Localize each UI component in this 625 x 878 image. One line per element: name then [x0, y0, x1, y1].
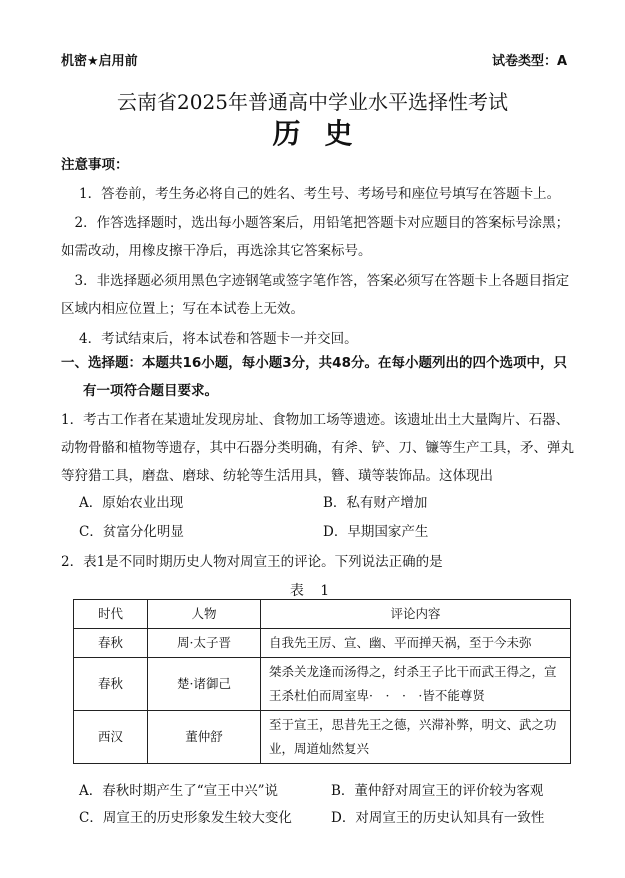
notice-item-4: 4．考试结束后，将本试卷和答题卡一并交回。 — [79, 331, 358, 347]
header-comment: 评论内容 — [261, 600, 571, 629]
confidential-label: 机密★启用前 — [61, 54, 138, 69]
cell-era: 春秋 — [74, 658, 148, 711]
question-1-text: 1．考古工作者在某遗址发现房址、食物加工场等遗迹。该遗址出土大量陶片、石器、动物骨骼和植物等遗存，其中石器分类明确，有斧、铲、刀、镰等生产工具，矛、弹丸等狩猎工具，磨盘、磨球、纺轮等生活用具，簪、璜等装饰品。这体现出 — [61, 412, 574, 484]
table-caption: 表 1 — [289, 583, 336, 599]
table-header-row — [74, 600, 571, 629]
header-person: 人物 — [148, 600, 261, 629]
section-heading — [61, 349, 576, 405]
notice-item-3: 3．非选择题必须用黑色字迹钢笔或签字笔作答，答案必须写在答题卡上各题目指定区域内相应位置上；写在本试卷上无效。 — [61, 273, 570, 317]
cell-comment: 至于宣王，思昔先王之德，兴滞补弊，明文、武之功业，周道灿然复兴 — [261, 711, 571, 764]
cell-comment: 自我先王厉、宣、幽、平而掸天祸，至于今未弥 — [261, 629, 571, 658]
cell-person: 周·太子晋 — [148, 629, 261, 658]
paper-type-label: 试卷类型：A — [491, 54, 567, 69]
cell-comment: 桀杀关龙逢而汤得之，纣杀王子比干而武王得之，宣王杀杜伯而周室卑· · · ·皆不能尊贤 — [261, 658, 571, 711]
comment-table — [73, 599, 571, 764]
q2-option-d: D．对周宣王的历史认知具有一致性 — [331, 810, 545, 826]
q1-option-b: B．私有财产增加 — [323, 495, 428, 511]
subject-title: 历史 — [272, 117, 377, 150]
section-heading-line-2: 有一项符合题目要求。 — [83, 383, 218, 399]
q1-option-c: C．贫富分化明显 — [79, 524, 184, 540]
q2-option-a: A．春秋时期产生了“宣王中兴”说 — [79, 783, 279, 799]
section-heading-line-1: 一、选择题：本题共16小题，每小题3分，共48分。在每小题列出的四个选项中，只 — [61, 355, 567, 371]
header-era: 时代 — [74, 600, 148, 629]
q2-option-b: B．董仲舒对周宣王的评价较为客观 — [331, 783, 544, 799]
q1-option-d: D．早期国家产生 — [323, 524, 429, 540]
question-1-stem — [61, 406, 576, 490]
notice-item-2: 2．作答选择题时，选出每小题答案后，用铅笔把答题卡对应题目的答案标号涂黑；如需改动，用橡皮擦干净后，再选涂其它答案标号。 — [61, 215, 570, 259]
notice-heading: 注意事项： — [61, 157, 129, 173]
exam-title: 云南省2025年普通高中学业水平选择性考试 — [117, 90, 508, 114]
cell-person: 楚·诸御己 — [148, 658, 261, 711]
table-row — [74, 711, 571, 764]
q1-option-a: A．原始农业出现 — [79, 495, 184, 511]
cell-era: 春秋 — [74, 629, 148, 658]
q2-option-c: C．周宣王的历史形象发生较大变化 — [79, 810, 292, 826]
table-row — [74, 658, 571, 711]
cell-era: 西汉 — [74, 711, 148, 764]
table-row — [74, 629, 571, 658]
notice-item-1: 1．答卷前，考生务必将自己的姓名、考生号、考场号和座位号填写在答题卡上。 — [79, 186, 561, 202]
cell-person: 董仲舒 — [148, 711, 261, 764]
question-2-stem: 2．表1是不同时期历史人物对周宣王的评论。下列说法正确的是 — [61, 554, 443, 570]
